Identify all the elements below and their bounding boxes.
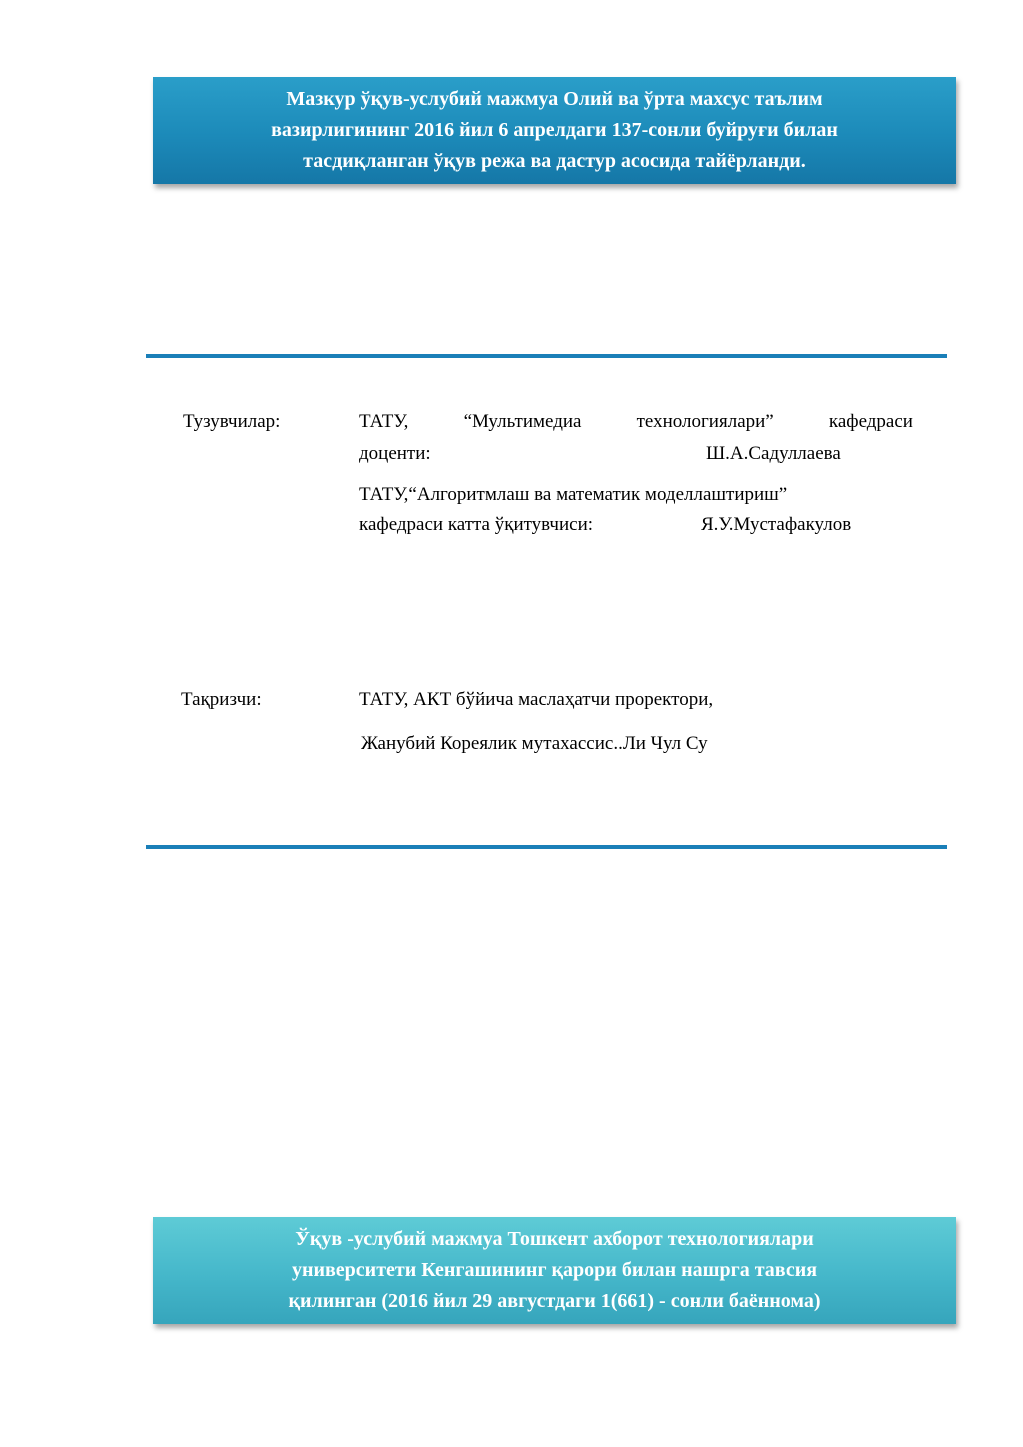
author-1-word: “Мультимедиа	[463, 411, 582, 432]
author-1-word: кафедраси	[828, 411, 913, 432]
author-1-affiliation	[359, 408, 913, 436]
author-1-word: технологиялари”	[636, 411, 774, 432]
reviewer-position: ТАТУ, АКТ бўйича маслаҳатчи проректори,	[359, 689, 714, 710]
recommendation-banner	[153, 1217, 956, 1324]
author-2-name: Я.У.Мустафакулов	[701, 514, 852, 535]
author-1-name: Ш.А.Садуллаева	[706, 443, 841, 464]
approval-banner	[153, 77, 956, 184]
reviewer-label: Тақризчи:	[181, 689, 262, 710]
divider-bottom	[146, 845, 947, 849]
approval-banner-line: вазирлигининг 2016 йил 6 апрелдаги 137-сонли буйруғи билан	[271, 119, 838, 141]
recommendation-banner-line: Ўқув -услубий мажмуа Тошкент ахборот технологиялари	[295, 1228, 814, 1250]
author-1-role: доценти:	[359, 443, 431, 464]
author-2-role: кафедраси катта ўқитувчиси:	[359, 514, 594, 535]
author-2-affiliation: ТАТУ,“Алгоритмлаш ва математик моделлаштириш”	[359, 484, 788, 505]
approval-banner-line: тасдиқланган ўқув режа ва дастур асосида тайёрланди.	[303, 150, 806, 172]
divider-top	[146, 354, 947, 358]
recommendation-banner-line: университети Кенгашининг қарори билан нашрга тавсия	[291, 1259, 818, 1281]
authors-label: Тузувчилар:	[183, 411, 281, 432]
approval-banner-line: Мазкур ўқув-услубий мажмуа Олий ва ўрта махсус таълим	[286, 88, 823, 110]
recommendation-banner-line: қилинган (2016 йил 29 августдаги 1(661) - сонли баённома)	[288, 1290, 821, 1312]
reviewer-name: Жанубий Кореялик мутахассис..Ли Чул Су	[361, 733, 708, 754]
author-1-word: ТАТУ,	[359, 411, 409, 432]
